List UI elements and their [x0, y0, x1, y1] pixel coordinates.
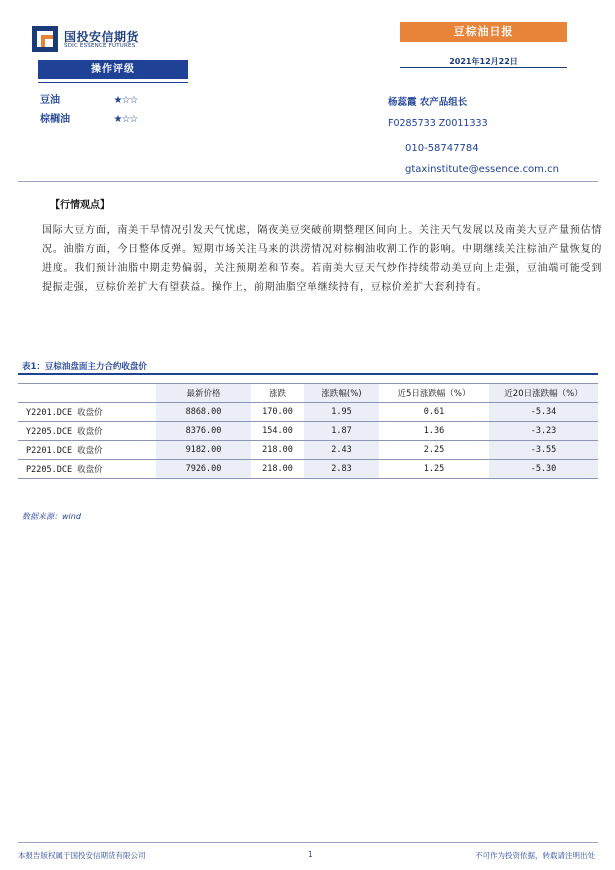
logo-cn-text: 国投安信期货	[64, 30, 140, 44]
rating-divider	[38, 82, 188, 83]
table-row	[18, 441, 598, 460]
report-date: 2021年12月22日	[449, 57, 518, 66]
table-header-cell: 最新价格	[156, 384, 251, 403]
rating-stars-icon: ★☆☆	[113, 114, 138, 125]
logo-mark-icon	[32, 26, 58, 52]
author-name: 杨蕊霞 农产品组长	[388, 97, 468, 108]
author-license-ids: F0285733 Z0011333	[388, 118, 488, 129]
rating-label: 棕榈油	[40, 114, 70, 125]
table-cell: 0.61	[379, 403, 489, 422]
footer-disclaimer: 不可作为投资依据，转载请注明出处	[475, 851, 595, 860]
table-cell: 2.43	[304, 441, 379, 460]
table-cell: 154.00	[251, 422, 304, 441]
table-cell: -5.30	[489, 460, 598, 479]
table-cell: 1.95	[304, 403, 379, 422]
table-header-cell: 近5日涨跌幅（%）	[379, 384, 489, 403]
table-row	[18, 422, 598, 441]
table-cell: 218.00	[251, 460, 304, 479]
logo-en-text: SDIC ESSENCE FUTURES	[64, 43, 136, 49]
table-cell: 7926.00	[156, 460, 251, 479]
table-cell: -5.34	[489, 403, 598, 422]
table-row	[18, 403, 598, 422]
table-header-row	[18, 384, 598, 403]
author-phone: 010-58747784	[405, 143, 479, 154]
table-title: 表1：豆棕油盘面主力合约收盘价	[22, 362, 147, 372]
table-header-cell: 涨跌幅(%)	[304, 384, 379, 403]
table-cell: 1.25	[379, 460, 489, 479]
table-cell: Y2201.DCE 收盘价	[18, 403, 156, 422]
table-cell: 1.36	[379, 422, 489, 441]
data-source-note: 数据来源：wind	[22, 512, 81, 521]
table-cell: 9182.00	[156, 441, 251, 460]
table-cell: -3.55	[489, 441, 598, 460]
table-cell: 2.83	[304, 460, 379, 479]
closing-price-table	[18, 383, 598, 479]
table-cell: 2.25	[379, 441, 489, 460]
table-title-divider	[18, 373, 598, 375]
table-cell: Y2205.DCE 收盘价	[18, 422, 156, 441]
table-cell: P2205.DCE 收盘价	[18, 460, 156, 479]
footer-copyright: 本报告版权属于国投安信期货有限公司	[18, 851, 146, 860]
table-cell: 170.00	[251, 403, 304, 422]
table-header-cell: 涨跌	[251, 384, 304, 403]
table-cell: P2201.DCE 收盘价	[18, 441, 156, 460]
table-header-cell: 近20日涨跌幅（%）	[489, 384, 598, 403]
rating-label: 豆油	[40, 95, 60, 106]
company-logo	[32, 26, 162, 54]
table-cell: 218.00	[251, 441, 304, 460]
table-cell: 8868.00	[156, 403, 251, 422]
date-divider	[400, 67, 567, 68]
table-cell: 1.87	[304, 422, 379, 441]
rating-row-soybean-oil	[40, 91, 137, 106]
table-cell: -3.23	[489, 422, 598, 441]
rating-header: 操作评级	[38, 60, 188, 79]
table-row	[18, 460, 598, 479]
footer-divider	[18, 842, 598, 843]
rating-row-palm-oil	[40, 110, 137, 125]
header-divider	[18, 181, 598, 182]
report-title-banner: 豆棕油日报	[400, 22, 567, 42]
table-cell: 8376.00	[156, 422, 251, 441]
author-email[interactable]: gtaxinstitute@essence.com.cn	[405, 164, 559, 175]
rating-stars-icon: ★☆☆	[113, 95, 138, 106]
table-header-cell	[18, 384, 156, 403]
market-view-body: 国际大豆方面，南美干旱情况引发天气忧虑，隔夜美豆突破前期整理区间向上。关注天气发展以及南美大豆产量预估情况。油脂方面，今日整体反弹。短期市场关注马来的洪涝情况对棕榈油收割工作的影响。中期继续关注棕油产量恢复的进度。我们预计油脂中期走势偏弱，关注预期差和节奏。若南美大豆天气炒作持续带动美豆向上走强，豆油端可能受到提振走强，豆棕价差扩大有望获益。操作上，前期油脂空单继续持有，豆棕价差扩大套利持有。	[42, 225, 602, 293]
market-view-title: 【行情观点】	[50, 200, 110, 211]
footer-page-number: 1	[308, 850, 313, 859]
